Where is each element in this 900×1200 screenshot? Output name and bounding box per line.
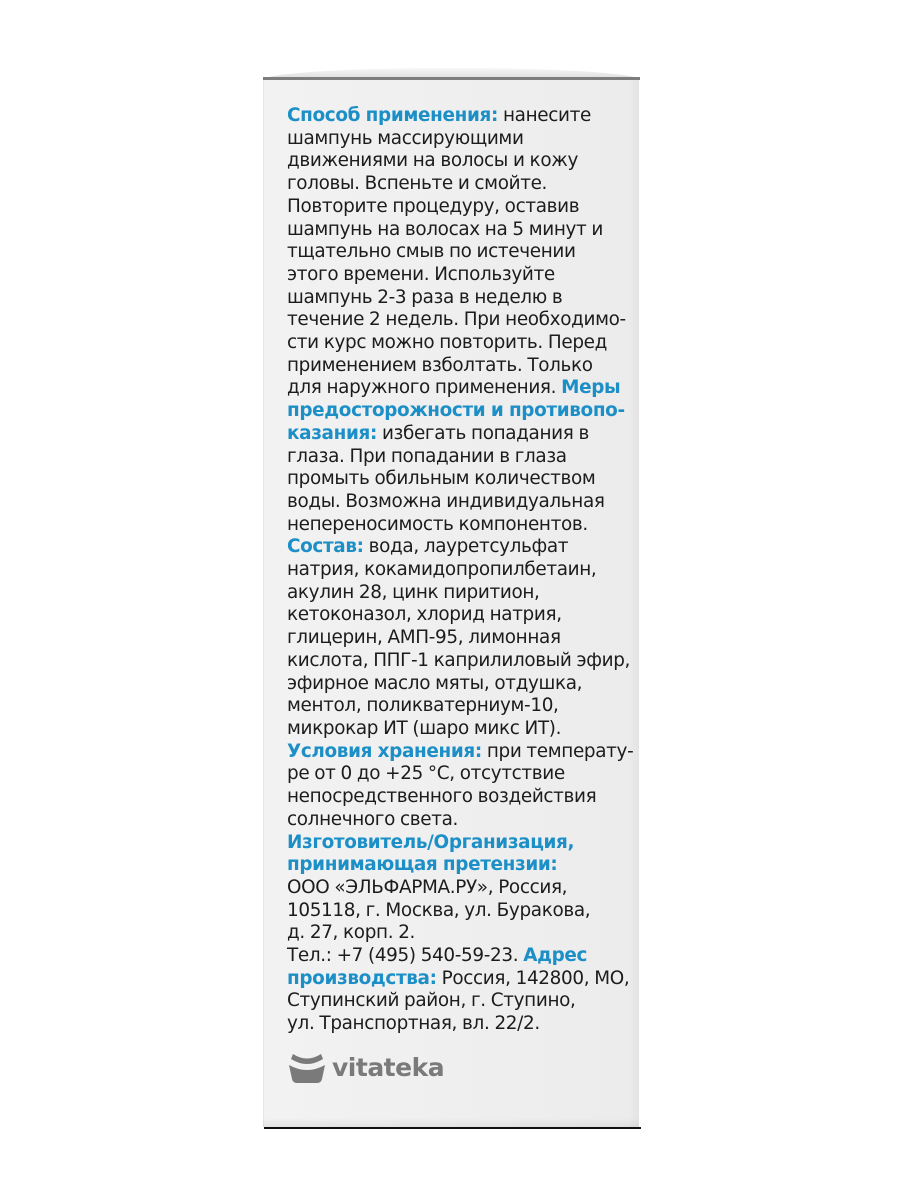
body-text: глаза. При попадании в глаза <box>287 445 567 467</box>
text-line <box>287 990 632 1013</box>
brand-logo <box>287 1050 444 1086</box>
body-text: непереносимость компонентов. <box>287 513 588 535</box>
body-text: кислота, ППГ-1 каприлиловый эфир, <box>287 649 631 671</box>
text-line <box>287 741 632 764</box>
body-text: эфирное масло мяты, отдушка, <box>287 672 583 694</box>
section-heading-start: Меры <box>561 377 621 399</box>
box-bottom-edge <box>264 1127 641 1129</box>
text-line <box>287 332 632 355</box>
text-line <box>287 832 632 855</box>
text-line <box>287 763 632 786</box>
text-line <box>287 491 632 514</box>
text-line <box>287 854 632 877</box>
body-text: ООО «ЭЛЬФАРМА.РУ», Россия, <box>287 876 568 898</box>
body-text: течение 2 недель. При необходимо- <box>287 309 626 331</box>
body-text: нанесите <box>498 105 591 126</box>
body-text: Ступинский район, г. Ступино, <box>287 990 576 1012</box>
body-text: натрия, кокамидопропилбетаин, <box>287 559 597 581</box>
text-line <box>287 400 632 423</box>
text-line <box>287 219 632 242</box>
text-line <box>287 105 632 128</box>
text-line <box>287 900 632 923</box>
text-line <box>287 673 632 696</box>
body-text: кетоконазол, хлорид натрия, <box>287 604 562 626</box>
body-text: промыть обильным количеством <box>287 468 596 490</box>
body-text: ре от 0 до +25 °С, отсутствие <box>287 763 565 785</box>
body-text: воды. Возможна индивидуальная <box>287 490 605 512</box>
text-line <box>287 809 632 832</box>
body-text: микрокар ИТ (шаро микс ИТ). <box>287 717 562 739</box>
body-text: для наружного применения. <box>287 377 562 399</box>
text-line <box>287 559 632 582</box>
text-line <box>287 241 632 264</box>
section-heading-usage: Способ применения: <box>287 105 499 126</box>
section-heading-storage: Условия хранения: <box>287 740 482 762</box>
body-text: ментол, поликватерниум-10, <box>287 695 559 717</box>
text-line <box>287 718 632 741</box>
body-text: избегать попадания в <box>376 422 589 444</box>
box-bottom-shade <box>263 1118 639 1127</box>
body-text: головы. Вспеньте и смойте. <box>287 173 548 195</box>
body-text: шампунь 2-3 раза в неделю в <box>287 286 563 308</box>
body-text: шампунь массирующими <box>287 127 524 149</box>
text-line <box>287 922 632 945</box>
text-line <box>287 128 632 151</box>
text-line <box>287 446 632 469</box>
text-line <box>287 968 632 991</box>
text-line <box>287 173 632 196</box>
section-heading-composition: Состав: <box>287 536 364 558</box>
text-line <box>287 264 632 287</box>
text-line <box>287 150 632 173</box>
text-line <box>287 604 632 627</box>
body-text: акулин 28, цинк пиритион, <box>287 581 540 603</box>
section-heading-precautions: казания: <box>287 422 377 444</box>
body-text: применением взболтать. Только <box>287 354 593 376</box>
text-line <box>287 468 632 491</box>
text-line <box>287 355 632 378</box>
body-text: при температу- <box>481 740 634 762</box>
text-line <box>287 1013 632 1036</box>
section-heading-manufacturer: Изготовитель/Организация, <box>287 831 575 853</box>
body-text: шампунь на волосах на 5 минут и <box>287 218 604 240</box>
body-text: непосредственного воздействия <box>287 786 597 808</box>
body-text: вода, лауретсульфат <box>363 536 569 558</box>
body-text: Россия, 142800, МО, <box>436 967 630 989</box>
text-line <box>287 627 632 650</box>
text-line <box>287 309 632 332</box>
text-line <box>287 536 632 559</box>
body-text: Повторите процедуру, оставив <box>287 195 580 217</box>
instructions-text <box>287 105 632 1036</box>
section-heading-precautions: предосторожности и противопо- <box>287 400 625 422</box>
body-text: тщательно смыв по истечении <box>287 241 576 263</box>
text-line <box>287 377 632 400</box>
body-text: сти курс можно повторить. Перед <box>287 332 608 354</box>
text-line <box>287 423 632 446</box>
body-text: глицерин, АМП-95, лимонная <box>287 627 561 649</box>
body-text: солнечного света. <box>287 808 459 830</box>
body-text: ул. Транспортная, вл. 22/2. <box>287 1013 540 1035</box>
section-heading-production_address: производства: <box>287 967 437 989</box>
body-text: движениями на волосы и кожу <box>287 150 578 172</box>
text-line <box>287 945 632 968</box>
text-line <box>287 877 632 900</box>
text-line <box>287 582 632 605</box>
text-line <box>287 650 632 673</box>
text-line <box>287 196 632 219</box>
text-line <box>287 786 632 809</box>
text-line <box>287 514 632 537</box>
body-text: этого времени. Используйте <box>287 263 555 285</box>
body-text: 105118, г. Москва, ул. Буракова, <box>287 899 591 921</box>
vitateka-bowl-icon <box>287 1051 327 1085</box>
body-text: д. 27, корп. 2. <box>287 922 416 944</box>
body-text: Тел.: +7 (495) 540-59-23. <box>287 945 524 967</box>
section-heading-start: Адрес <box>523 945 588 967</box>
text-line <box>287 695 632 718</box>
section-heading-manufacturer: принимающая претензии: <box>287 854 558 876</box>
text-line <box>287 287 632 310</box>
vitateka-wordmark: vitateka <box>332 1052 445 1082</box>
